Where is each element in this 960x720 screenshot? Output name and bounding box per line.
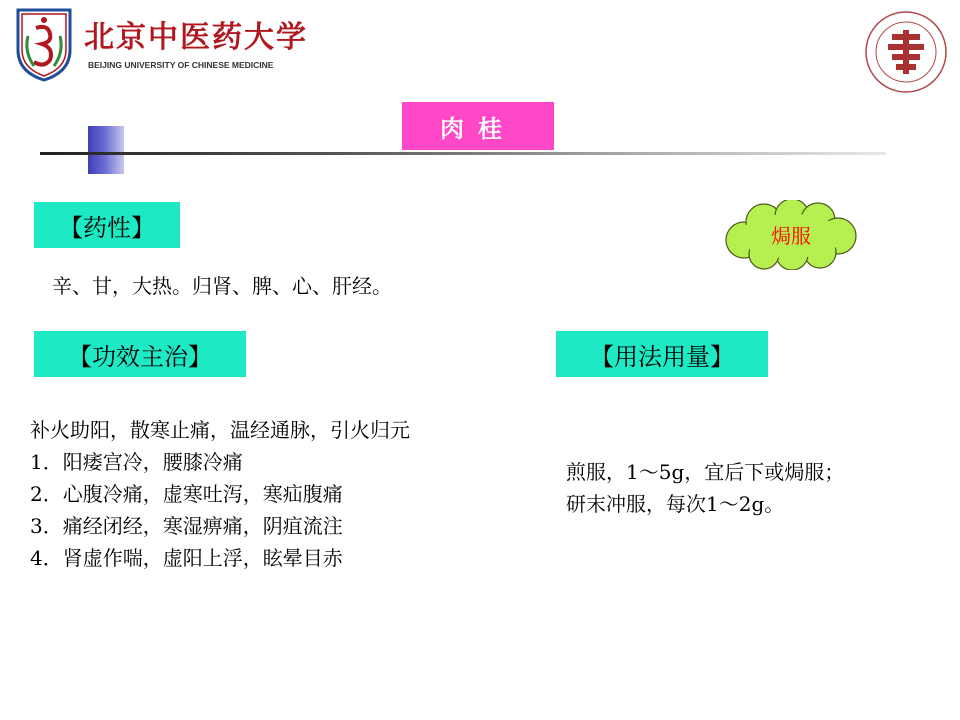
- heading-yongfa: 【用法用量】: [556, 331, 768, 377]
- gongxiao-line: 补火助阳，散寒止痛，温经通脉，引火归元: [30, 418, 410, 442]
- gongxiao-line: 1．阳痿宫冷，腰膝冷痛: [30, 450, 243, 474]
- gongxiao-line: 4．肾虚作喘，虚阳上浮，眩晕目赤: [30, 546, 343, 570]
- gongxiao-line: 3．痛经闭经，寒湿痹痛，阴疽流注: [30, 514, 343, 538]
- yongfa-text: [566, 456, 844, 520]
- gongxiao-list: [30, 414, 410, 574]
- yongfa-line: 煎服，1～5g，宜后下或焗服；: [566, 460, 845, 484]
- university-emblem-icon: [14, 6, 74, 82]
- title-underline: [40, 152, 886, 155]
- callout-label: 焗服: [771, 224, 811, 248]
- title-decoration-bar: [88, 126, 124, 174]
- heading-yaoxing: 【药性】: [34, 202, 180, 248]
- gongxiao-line: 2．心腹冷痛，虚寒吐泻，寒疝腹痛: [30, 482, 343, 506]
- school-seal-icon: [862, 8, 950, 96]
- page-title: 肉桂: [402, 102, 554, 150]
- yaoxing-text: 辛、甘，大热。归肾、脾、心、肝经。: [52, 274, 392, 298]
- yongfa-line: 研末冲服，每次1～2g。: [566, 492, 785, 516]
- university-name-cn: 北京中医药大学: [84, 20, 308, 55]
- university-name-en: BEIJING UNIVERSITY OF CHINESE MEDICINE: [88, 60, 274, 70]
- heading-gongxiao: 【功效主治】: [34, 331, 246, 377]
